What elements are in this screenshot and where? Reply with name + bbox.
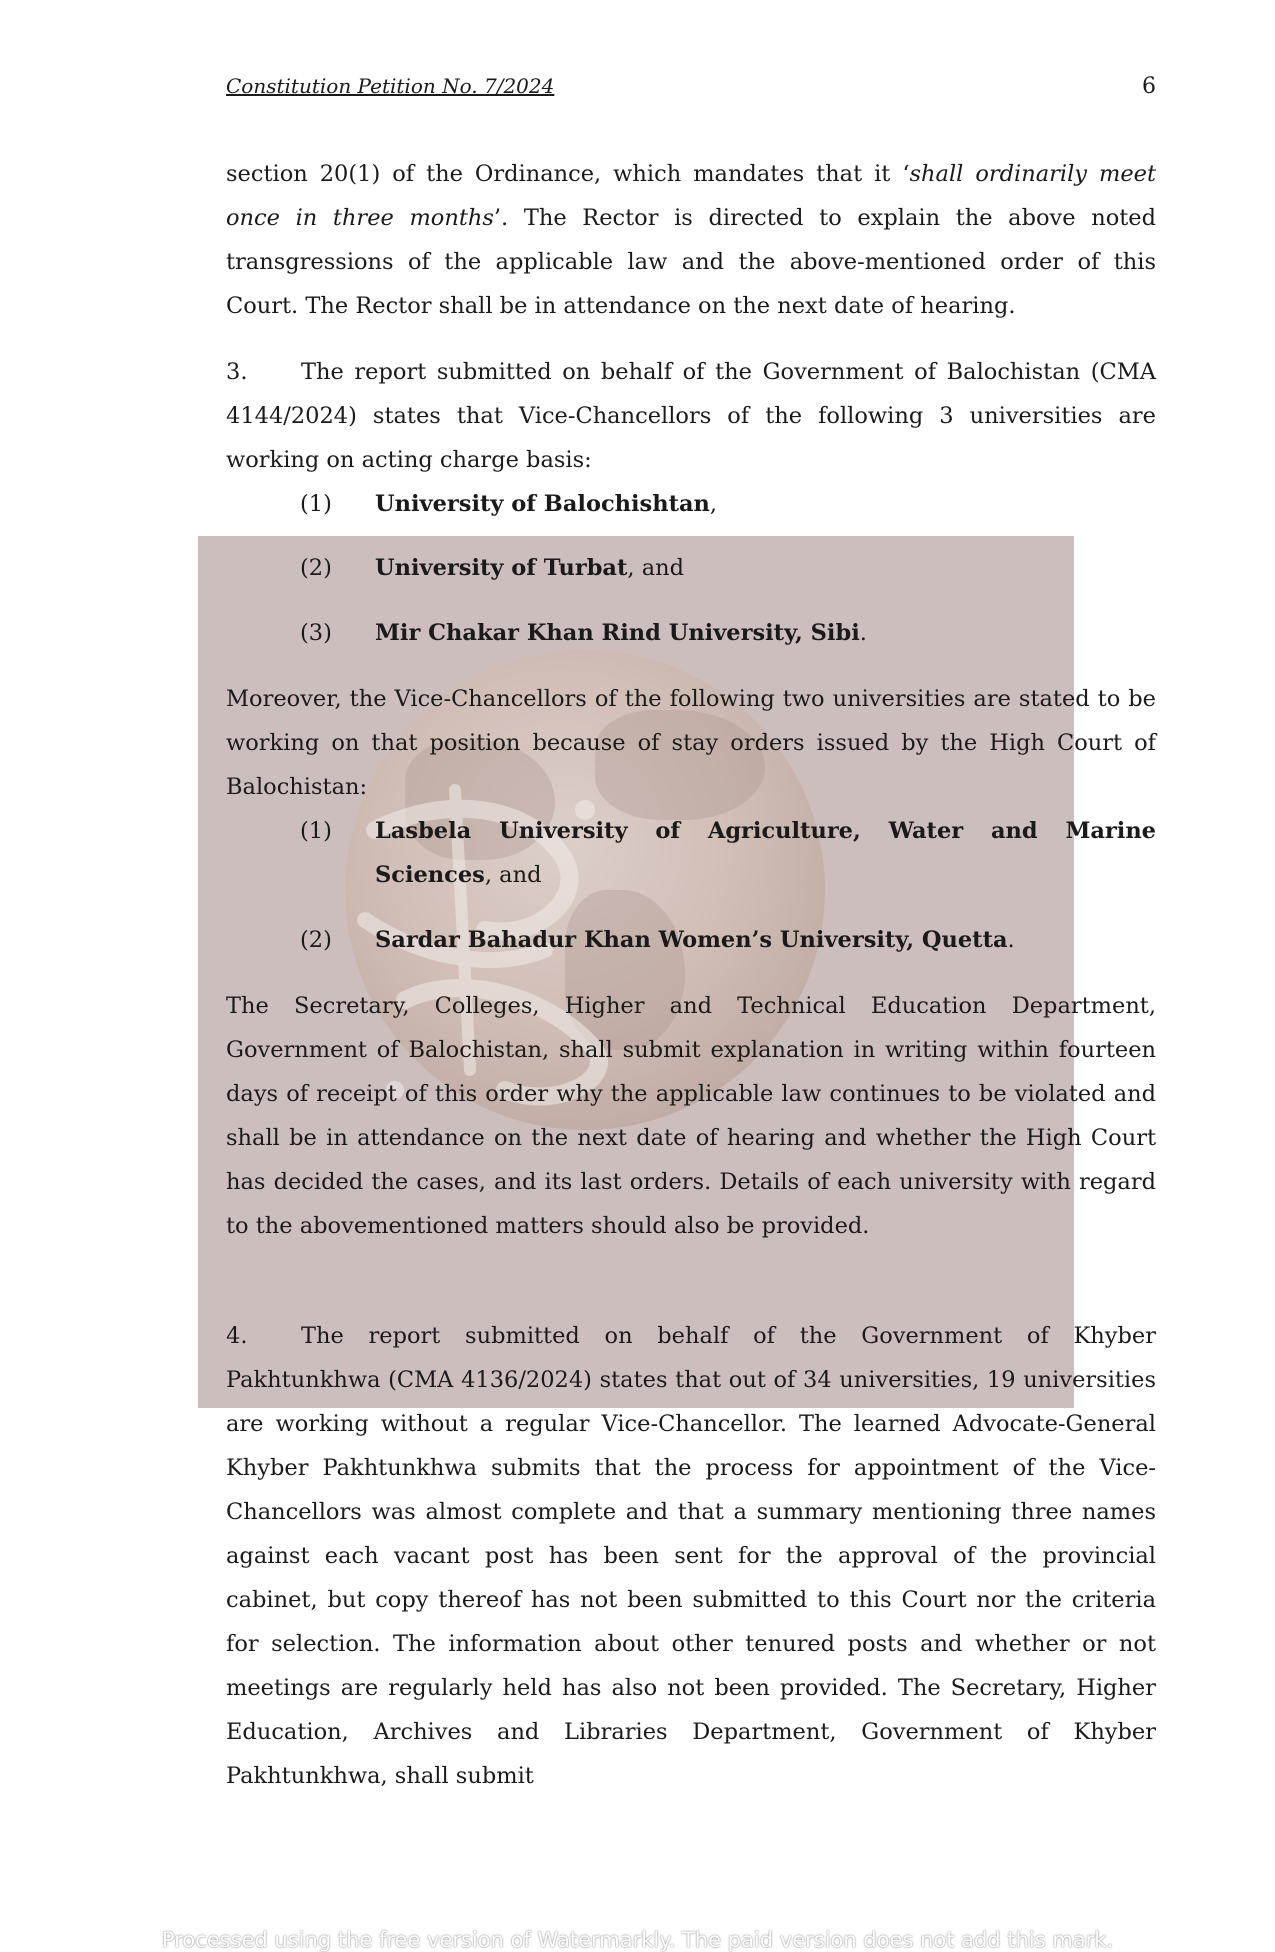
list-item: (1) Lasbela University of Agriculture, Water and Marine Sciences, and bbox=[300, 818, 1156, 888]
paragraph-intro: section 20(1) of the Ordinance, which mandates that it ‘shall ordinarily meet once in three months’. The Rector is directed to explain the above noted transgressions of the applicable law and the above-mentioned order of this Court. The Rector shall be in attendance on the next date of hearing. bbox=[226, 161, 1156, 319]
case-title: Constitution Petition No. 7/2024 bbox=[226, 74, 555, 98]
paragraph-4: 4. The report submitted on behalf of the Government of Khyber Pakhtunkhwa (CMA 4136/2024) states that out of 34 universities, 19 universities are working without a regular Vice-Chancellor. The learned Advocate-General Khyber Pakhtunkhwa submits that the process for appointment of the Vice-Chancellors was almost complete and that a summary mentioning three names against each vacant post has been sent for the approval of the provincial cabinet, but copy thereof has not been submitted to this Court nor the criteria for selection. The information about other tenured posts and whether or not meetings are regularly held has also not been provided. The Secretary, Higher Education, Archives and Libraries Department, Government of Khyber Pakhtunkhwa, shall submit bbox=[226, 1314, 1156, 1798]
university-name: University of Turbat bbox=[375, 555, 628, 581]
paragraph-3: 3. The report submitted on behalf of the Government of Balochistan (CMA 4144/2024) states that Vice-Chancellors of the following 3 universities are working on acting charge basis: bbox=[226, 350, 1156, 482]
paragraph-secretary: The Secretary, Colleges, Higher and Technical Education Department, Government of Balochistan, shall submit explanation in writing within fourteen days of receipt of this order why the applicable law continues to be violated and shall be in attendance on the next date of hearing and whether the High Court has decided the cases, and its last orders. Details of each university with regard to the abovementioned matters should also be provided. bbox=[226, 993, 1156, 1239]
page-number: 6 bbox=[1142, 74, 1156, 99]
page-header bbox=[226, 74, 1156, 104]
university-name: Mir Chakar Khan Rind University, Sibi bbox=[375, 620, 860, 646]
paragraph-number: 3. bbox=[226, 359, 248, 385]
university-name: University of Balochishtan bbox=[375, 491, 710, 517]
university-name: Lasbela University of Agriculture, Water and Marine Sciences bbox=[375, 818, 1156, 888]
watermarkly-footer: Processed using the free version of Watermarkly. The paid version does not add this mark. bbox=[161, 1928, 1114, 1952]
italic-quote: shall ordinarily meet once in three months bbox=[226, 161, 1156, 231]
paragraph-moreover: Moreover, the Vice-Chancellors of the following two universities are stated to be working on that position because of stay orders issued by the High Court of Balochistan: bbox=[226, 686, 1156, 800]
university-name: Sardar Bahadur Khan Women’s University, Quetta bbox=[375, 927, 1008, 953]
paragraph-number: 4. bbox=[226, 1323, 248, 1349]
